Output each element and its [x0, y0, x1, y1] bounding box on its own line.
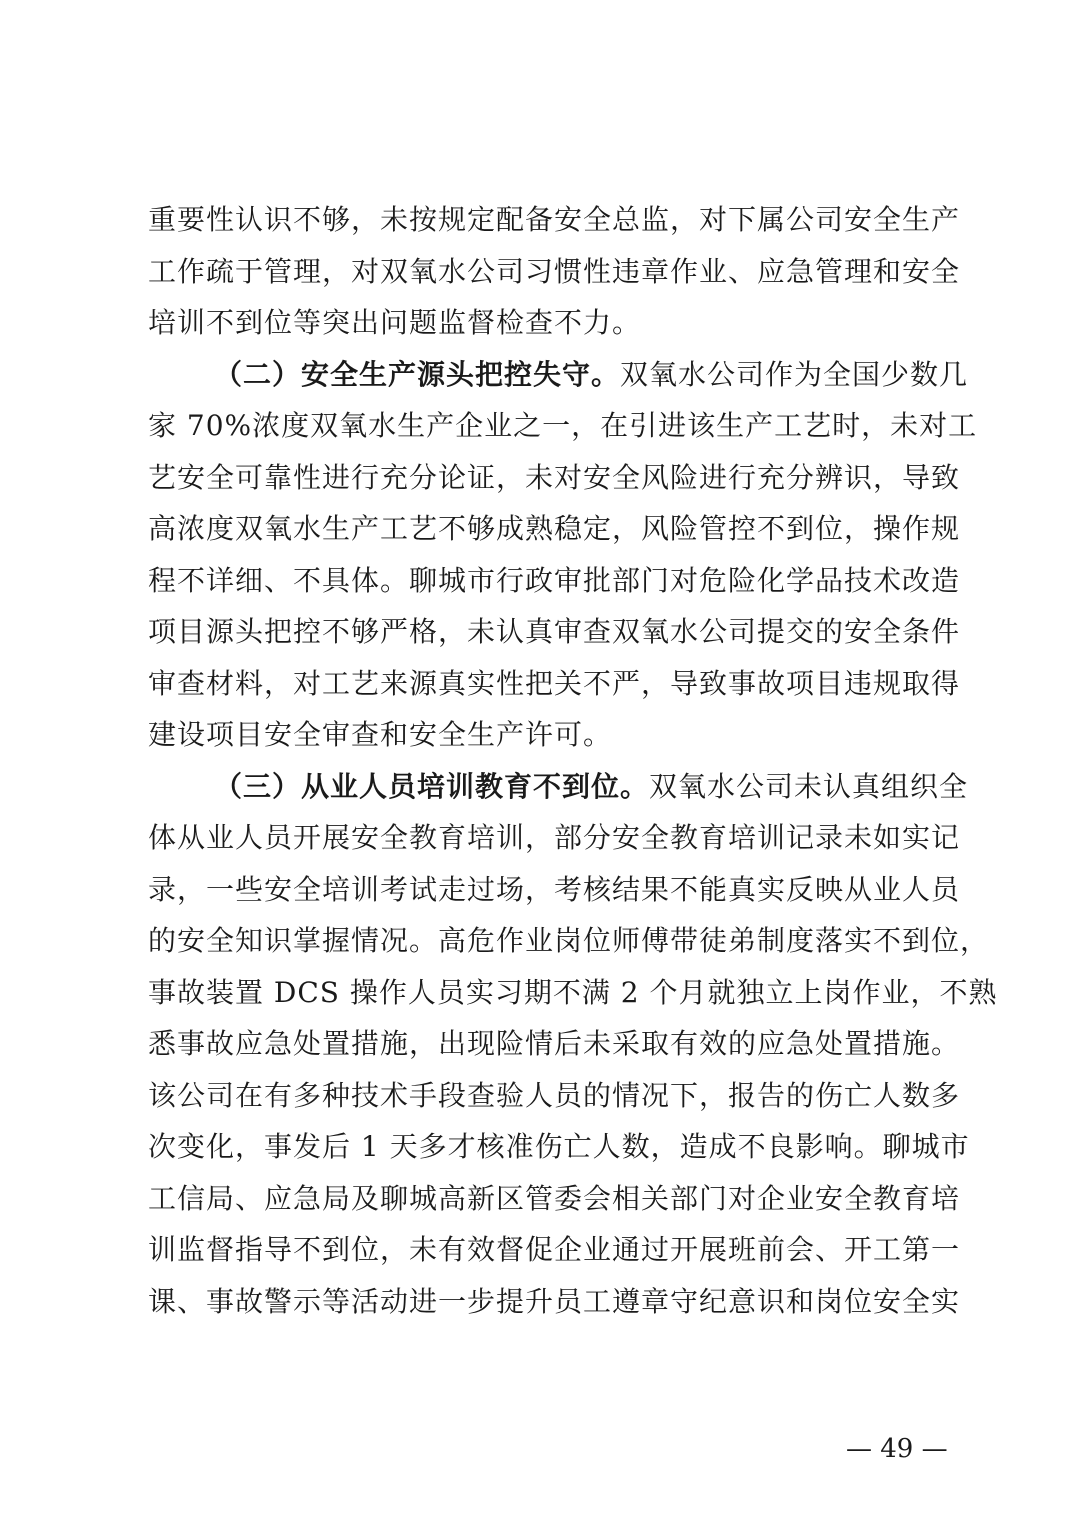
paragraph-1: [148, 194, 961, 349]
text-line: 高浓度双氧水生产工艺不够成熟稳定，风险管控不到位，操作规: [148, 512, 961, 545]
text-line: 艺安全可靠性进行充分论证，未对安全风险进行充分辨识，导致: [148, 460, 961, 494]
text-run: 双氧水公司未认真组织全: [649, 769, 969, 803]
text-line: 体从业人员开展安全教育培训，部分安全教育培训记录未如实记: [148, 821, 961, 854]
section-heading: （三）从业人员培训教育不到位。: [214, 769, 650, 803]
paragraph-2: [148, 349, 978, 761]
text-line: [148, 761, 969, 813]
text-line: 程不详细、不具体。聊城市行政审批部门对危险化学品技术改造: [148, 563, 961, 597]
text-line: 课、事故警示等活动进一步提升员工遵章守纪意识和岗位安全实: [148, 1284, 961, 1318]
text-line: 工作疏于管理，对双氧水公司习惯性违章作业、应急管理和安全: [148, 254, 961, 288]
body-text: [148, 194, 998, 1327]
text-line: [148, 349, 969, 401]
text-line: 事故装置 DCS 操作人员实习期不满 2 个月就独立上岗作业，不熟: [148, 975, 998, 1009]
text-line: 录，一些安全培训考试走过场，考核结果不能真实反映从业人员: [148, 872, 961, 906]
text-line: 悉事故应急处置措施，出现险情后未采取有效的应急处置措施。: [148, 1027, 961, 1060]
text-run: 双氧水公司作为全国少数几: [620, 357, 969, 391]
page-number: — 49 —: [846, 1434, 948, 1464]
section-heading: （二）安全生产源头把控失守。: [214, 357, 621, 391]
text-line: 建设项目安全审查和安全生产许可。: [148, 718, 613, 751]
text-line: 工信局、应急局及聊城高新区管委会相关部门对企业安全教育培: [148, 1181, 961, 1215]
text-line: 家 70%浓度双氧水生产企业之一，在引进该生产工艺时，未对工: [148, 409, 978, 442]
text-line: 重要性认识不够，未按规定配备安全总监，对下属公司安全生产: [148, 203, 961, 236]
text-line: 次变化，事发后 1 天多才核准伤亡人数，造成不良影响。聊城市: [148, 1130, 970, 1163]
text-line: 审查材料，对工艺来源真实性把关不严，导致事故项目违规取得: [148, 666, 961, 700]
text-line: 培训不到位等突出问题监督检查不力。: [148, 306, 642, 339]
text-line: 该公司在有多种技术手段查验人员的情况下，报告的伤亡人数多: [148, 1078, 961, 1112]
text-line: 训监督指导不到位，未有效督促企业通过开展班前会、开工第一: [148, 1233, 961, 1266]
text-line: 项目源头把控不够严格，未认真审查双氧水公司提交的安全条件: [148, 615, 961, 648]
text-line: 的安全知识掌握情况。高危作业岗位师傅带徒弟制度落实不到位，: [148, 924, 990, 957]
paragraph-3: [148, 761, 998, 1328]
